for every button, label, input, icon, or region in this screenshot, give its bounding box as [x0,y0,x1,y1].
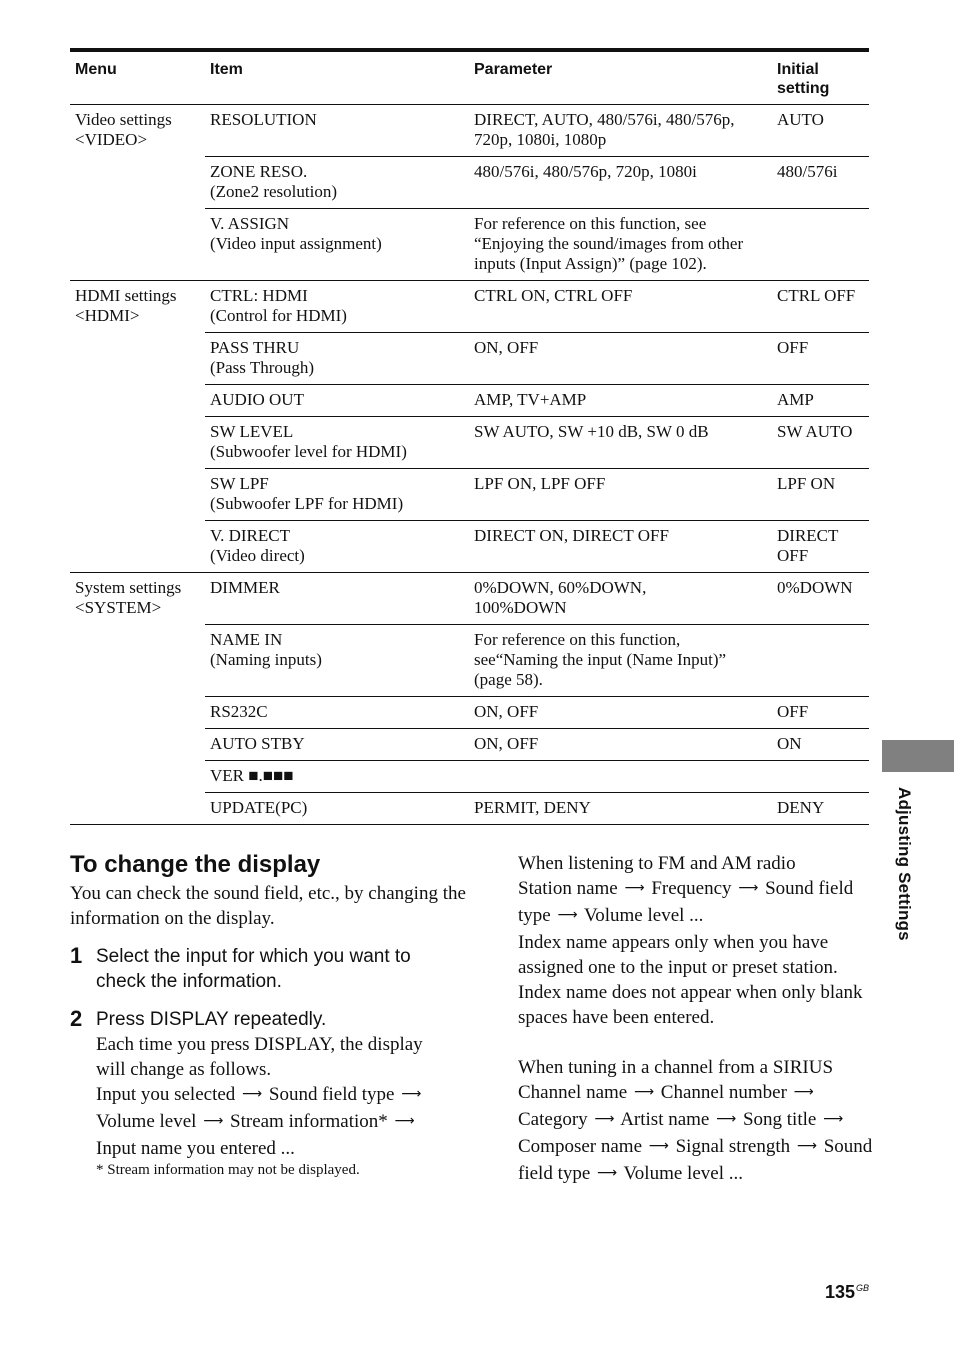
step-2-description: Each time you press DISPLAY, the display will change as follows. [96,1034,423,1080]
initial-setting-cell: 480/576i [772,157,869,209]
step-1-text: Select the input for which you want to check the information. [96,946,411,992]
sequence-step: Signal strength [675,1136,791,1157]
parameter-cell: DIRECT, AUTO, 480/576i, 480/576p, 720p, 1080i, 1080p [469,105,772,157]
sequence-step: Input you selected [96,1084,236,1105]
menu-cell: System settings <SYSTEM> [70,573,205,825]
sequence-step: Category [518,1109,588,1130]
initial-setting-cell: LPF ON [772,469,869,521]
header-item: Item [205,50,469,105]
arrow-right-icon: ⟶ [793,1084,814,1100]
step-2-body [96,1032,456,1161]
initial-setting-cell [772,761,869,793]
arrow-right-icon: ⟶ [394,1113,415,1129]
header-initial-setting: Initial setting [772,50,869,105]
table-body [70,105,869,825]
parameter-cell: For reference on this function, see “Enjoying the sound/images from other inputs (Input Assign)” (page 102). [469,209,772,281]
parameter-cell: PERMIT, DENY [469,793,772,825]
sequence-step: Song title [742,1109,817,1130]
sirius-title: When tuning in a channel from a SIRIUS [518,1057,834,1078]
item-cell: AUTO STBY [205,729,469,761]
page-number-suffix: GB [856,1283,870,1293]
sequence-step: Volume level ... [623,1163,743,1184]
parameter-cell: AMP, TV+AMP [469,385,772,417]
initial-setting-cell [772,209,869,281]
arrow-right-icon: ⟶ [242,1086,263,1102]
page-number-value: 135 [825,1282,856,1302]
parameter-cell [469,761,772,793]
fm-title: When listening to FM and AM radio [518,853,796,874]
menu-cell: HDMI settings <HDMI> [70,281,205,573]
parameter-cell: 0%DOWN, 60%DOWN, 100%DOWN [469,573,772,625]
arrow-right-icon: ⟶ [648,1138,669,1154]
step-2-number: 2 [70,1006,83,1031]
section-heading: To change the display [70,851,321,878]
parameter-cell: 480/576i, 480/576p, 720p, 1080i [469,157,772,209]
initial-setting-cell: CTRL OFF [772,281,869,333]
step-1-number: 1 [70,943,83,968]
sequence-step: Sound field type [518,1136,873,1184]
sequence-step: Sound field type [268,1084,395,1105]
sequence-step: Frequency [651,878,732,899]
initial-setting-cell: DIRECT OFF [772,521,869,573]
arrow-right-icon: ⟶ [633,1084,655,1100]
parameter-cell: ON, OFF [469,333,772,385]
fm-sequence [518,876,878,930]
parameter-cell: ON, OFF [469,729,772,761]
item-cell: PASS THRU (Pass Through) [205,333,469,385]
initial-setting-cell [772,625,869,697]
arrow-right-icon: ⟶ [738,880,759,896]
sequence-step: Station name [518,878,618,899]
parameter-cell: CTRL ON, CTRL OFF [469,281,772,333]
table-header-row [70,50,869,105]
arrow-right-icon: ⟶ [716,1111,737,1127]
initial-setting-cell: AMP [772,385,869,417]
arrow-right-icon: ⟶ [401,1086,422,1102]
item-cell: ZONE RESO. (Zone2 resolution) [205,157,469,209]
item-cell: VER ■.■■■ [205,761,469,793]
parameter-cell: SW AUTO, SW +10 dB, SW 0 dB [469,417,772,469]
table-row [70,281,869,333]
right-column [518,851,878,1188]
arrow-right-icon: ⟶ [557,907,578,923]
item-cell: SW LEVEL (Subwoofer level for HDMI) [205,417,469,469]
arrow-right-icon: ⟶ [624,880,645,896]
fm-note: Index name appears only when you have assigned one to the input or preset station. Index name does not appear when only blank spaces have been entered. [518,932,863,1028]
item-cell: AUDIO OUT [205,385,469,417]
parameter-cell: LPF ON, LPF OFF [469,469,772,521]
header-menu: Menu [70,50,205,105]
parameter-cell: DIRECT ON, DIRECT OFF [469,521,772,573]
side-tab-label: Adjusting Settings [895,787,914,941]
sequence-step: Artist name [620,1109,710,1130]
initial-setting-cell: 0%DOWN [772,573,869,625]
settings-table [70,48,869,825]
sequence-step: Input name you entered ... [96,1138,295,1159]
sequence-step: Volume level [96,1111,197,1132]
sequence-step: Composer name [518,1136,643,1157]
initial-setting-cell: OFF [772,333,869,385]
item-cell: DIMMER [205,573,469,625]
sequence-step: Channel number [660,1082,787,1103]
footnote: * Stream information may not be displayed. [96,1162,360,1178]
side-tab-marker [882,740,954,772]
item-cell: V. ASSIGN (Video input assignment) [205,209,469,281]
initial-setting-cell: DENY [772,793,869,825]
sirius-sequence [518,1080,878,1188]
table-row [70,573,869,625]
display-sequence [96,1084,423,1159]
item-cell: RESOLUTION [205,105,469,157]
header-parameter: Parameter [469,50,772,105]
item-cell: V. DIRECT (Video direct) [205,521,469,573]
arrow-right-icon: ⟶ [796,1138,817,1154]
arrow-right-icon: ⟶ [597,1165,618,1181]
sequence-step: Stream information* [230,1111,388,1132]
sequence-step: Volume level ... [583,905,704,926]
item-cell: RS232C [205,697,469,729]
parameter-cell: For reference on this function, see“Naming the input (Name Input)” (page 58). [469,625,772,697]
initial-setting-cell: OFF [772,697,869,729]
page-number [825,1282,869,1303]
parameter-cell: ON, OFF [469,697,772,729]
item-cell: CTRL: HDMI (Control for HDMI) [205,281,469,333]
initial-setting-cell: ON [772,729,869,761]
sequence-step: Channel name [518,1082,628,1103]
item-cell: UPDATE(PC) [205,793,469,825]
initial-setting-cell: SW AUTO [772,417,869,469]
arrow-right-icon: ⟶ [594,1111,615,1127]
item-cell: NAME IN (Naming inputs) [205,625,469,697]
step-2-text: Press DISPLAY repeatedly. [96,1009,327,1030]
sequence-step: Sound field type [518,878,854,926]
table-row [70,105,869,157]
menu-cell: Video settings <VIDEO> [70,105,205,281]
intro-text: You can check the sound field, etc., by changing the information on the display. [70,883,466,929]
item-cell: SW LPF (Subwoofer LPF for HDMI) [205,469,469,521]
arrow-right-icon: ⟶ [203,1113,224,1129]
arrow-right-icon: ⟶ [823,1111,844,1127]
initial-setting-cell: AUTO [772,105,869,157]
